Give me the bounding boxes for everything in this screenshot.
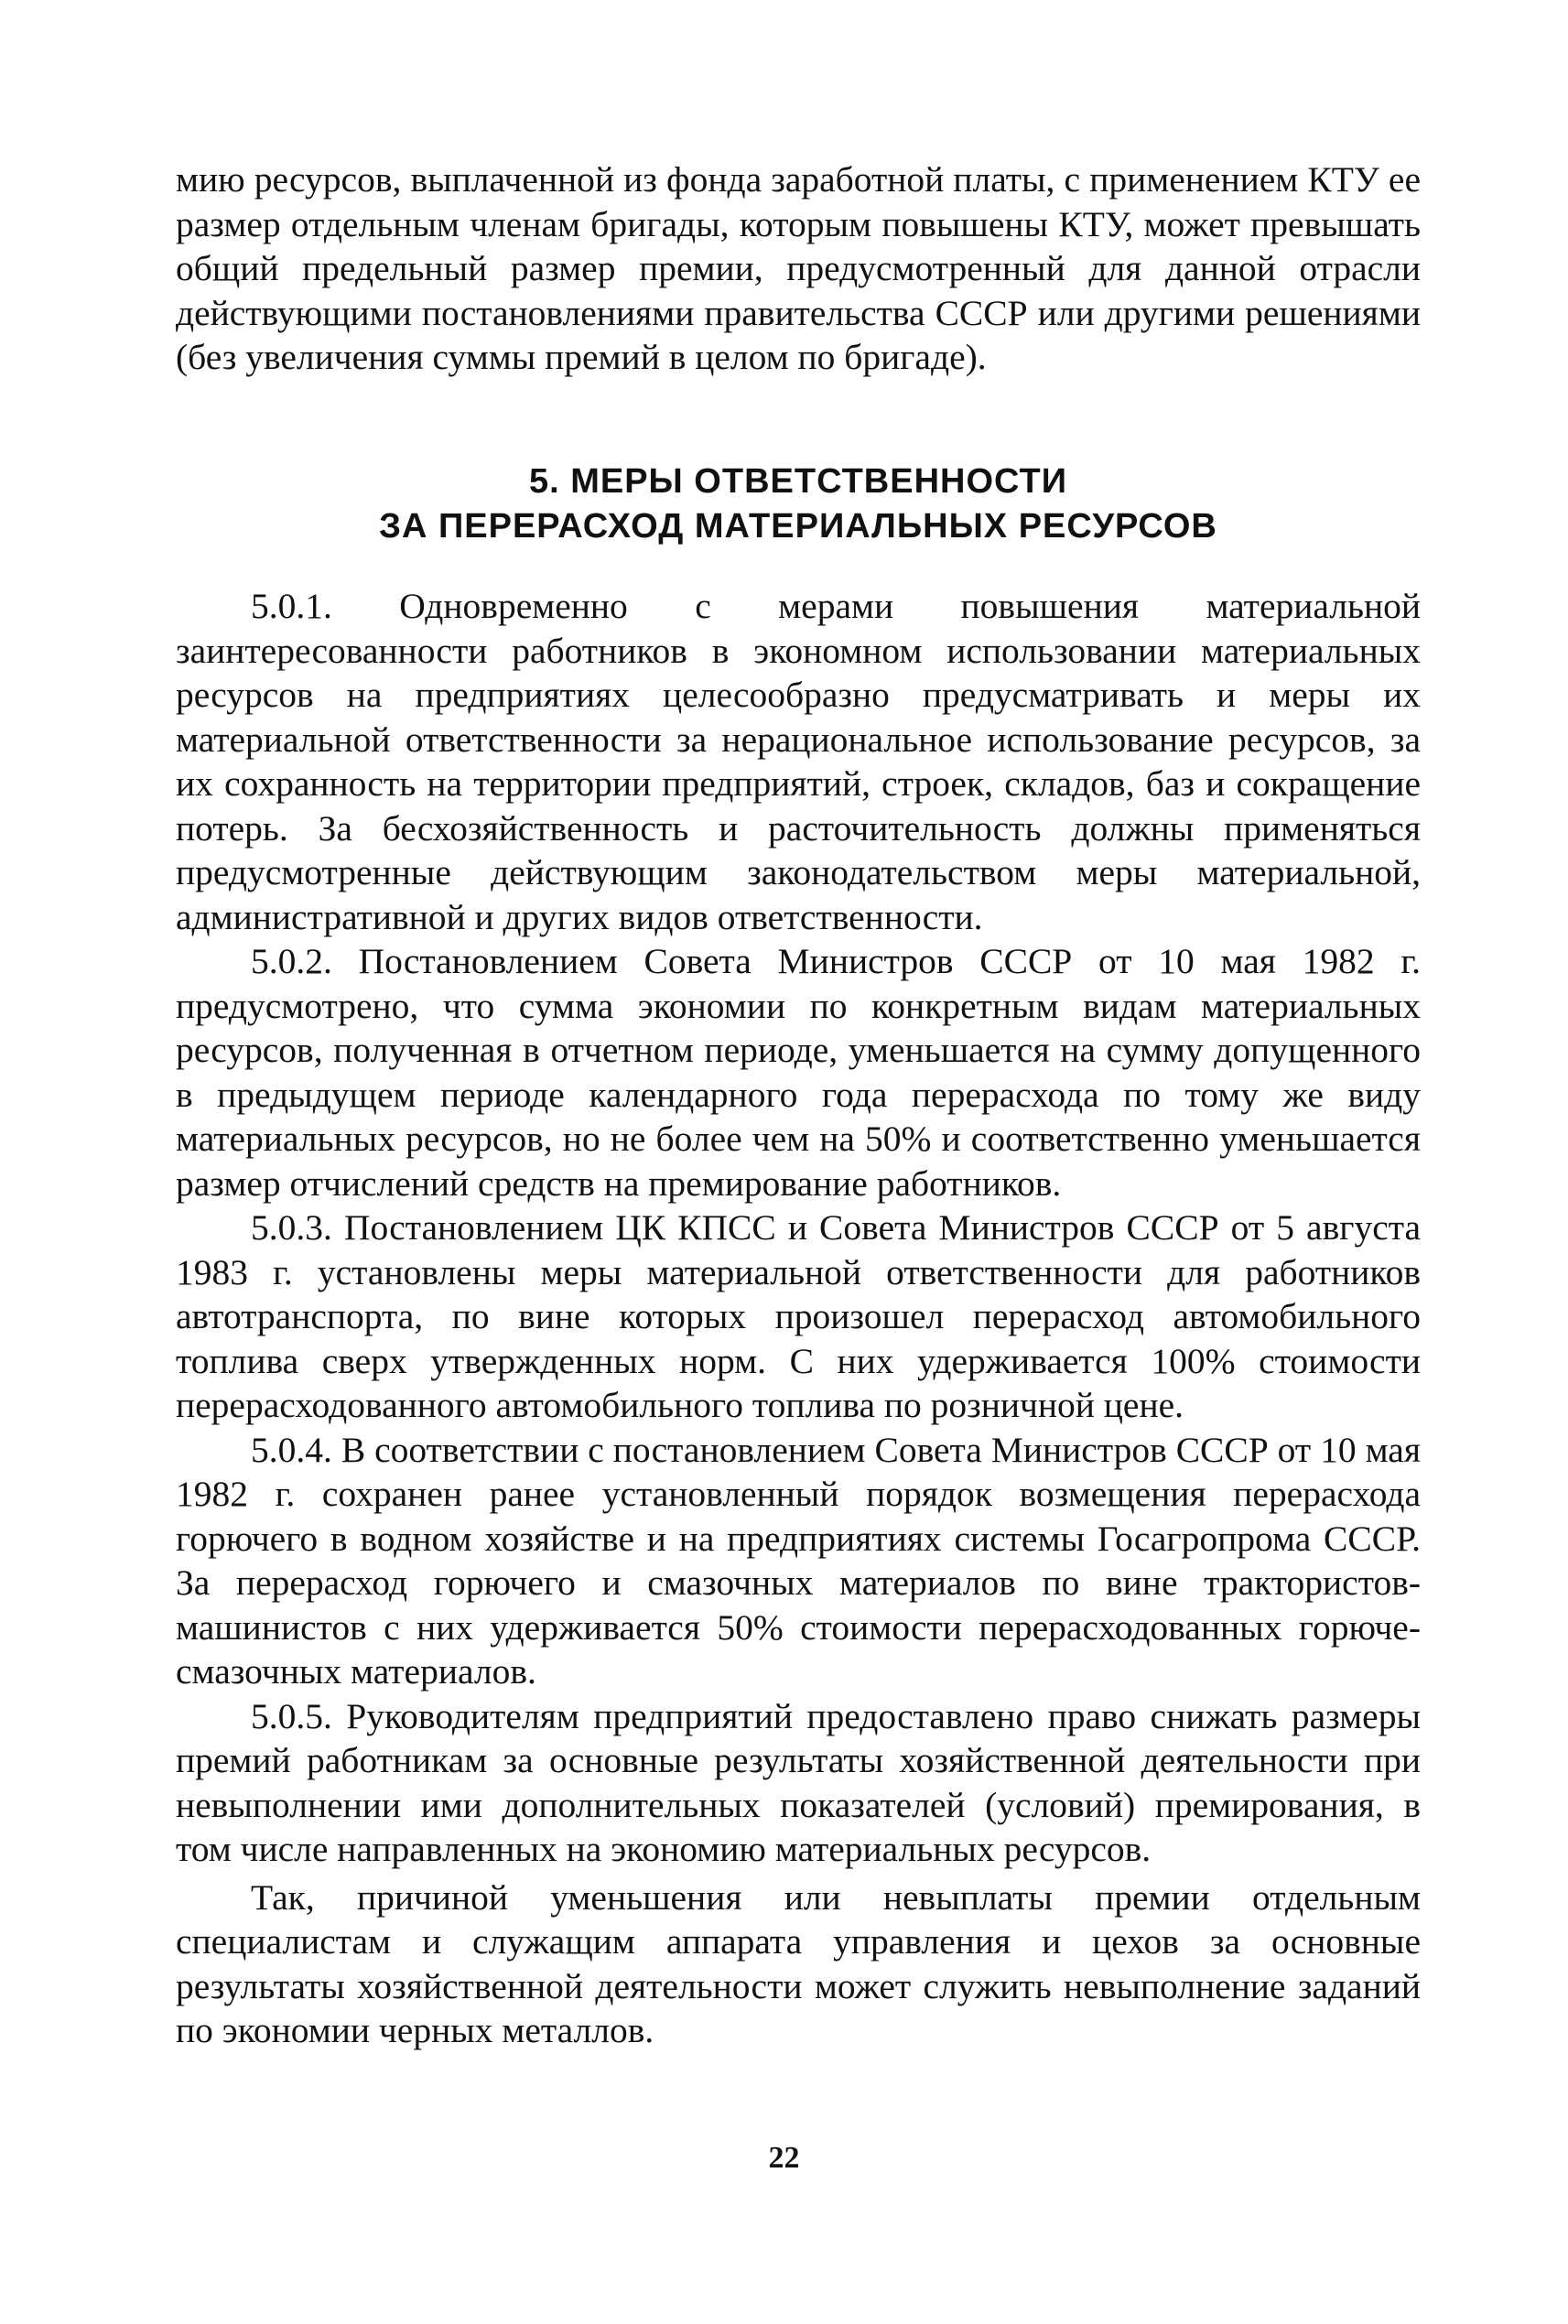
section-title-line2: ЗА ПЕРЕРАСХОД МАТЕРИАЛЬНЫХ РЕСУРСОВ bbox=[379, 507, 1217, 546]
paragraph-5-0-1: 5.0.1. Одновременно с мерами повышения материальной заинтересованности работников в экономном использовании материальных ресурсов на предприятиях целесообразно предусматривать и меры их материальной ответственности за нерациональное использование ресурсов, за их сохранность на территории предприятий, строек, складов, баз и сокращение потерь. За бесхозяйственность и расточительность должны применяться предусмотренные действующим законодательством меры материальной, административной и других видов ответственности. bbox=[176, 586, 1421, 937]
paragraph-5-0-3: 5.0.3. Постановлением ЦК КПСС и Совета Министров СССР от 5 августа 1983 г. установлены меры материальной ответственности для работников автотранспорта, по вине которых произошел перерасход автомобильного топлива сверх утвержденных норм. С них удерживается 100% стоимости перерасходованного автомобильного топлива по розничной цене. bbox=[176, 1207, 1421, 1425]
intro-text-block bbox=[176, 157, 1421, 380]
paragraph-closing: Так, причиной уменьшения или невыплаты премии отдельным специалистам и служащим аппарата управления и цехов за основные результаты хозяйственной деятельности может служить невыполнение заданий по экономии черных металлов. bbox=[176, 1876, 1421, 2050]
intro-paragraph: мию ресурсов, выплаченной из фонда заработной платы, с применением КТУ ее размер отдельным членам бригады, которым повышены КТУ, может превышать общий предельный размер премии, предусмотренный для данной отрасли действующими постановлениями правительства СССР или другими решениями (без увеличения суммы премий в целом по бригаде). bbox=[176, 159, 1421, 377]
paragraph-5-0-5: 5.0.5. Руководителям предприятий предоставлено право снижать размеры премий работникам за основные результаты хозяйственной деятельности при невыполнении ими дополнительных показателей (условий) премирования, в том числе направленных на экономию материальных ресурсов. bbox=[176, 1695, 1421, 1869]
paragraph-5-0-2: 5.0.2. Постановлением Совета Министров СССР от 10 мая 1982 г. предусмотрено, что сумма экономии по конкретным видам материальных ресурсов, полученная в отчетном периоде, уменьшается на сумму допущенного в предыдущем периоде календарного года перерасхода по тому же виду материальных ресурсов, но не более чем на 50% и соответственно уменьшается размер отчислений средств на премирование работников. bbox=[176, 941, 1421, 1204]
page-number: 22 bbox=[768, 2141, 800, 2175]
section-title-line1: 5. МЕРЫ ОТВЕТСТВЕННОСТИ bbox=[528, 462, 1068, 501]
section-body bbox=[176, 584, 1421, 2053]
paragraph-5-0-4: 5.0.4. В соответствии с постановлением Совета Министров СССР от 10 мая 1982 г. сохранен ранее установленный порядок возмещения перерасхода горючего в водном хозяйстве и на предприятиях системы Госагропрома СССР. За перерасход горючего и смазочных материалов по вине трактористов-машинистов с них удерживается 50% стоимости перерасходованных горюче-смазочных материалов. bbox=[176, 1429, 1421, 1692]
